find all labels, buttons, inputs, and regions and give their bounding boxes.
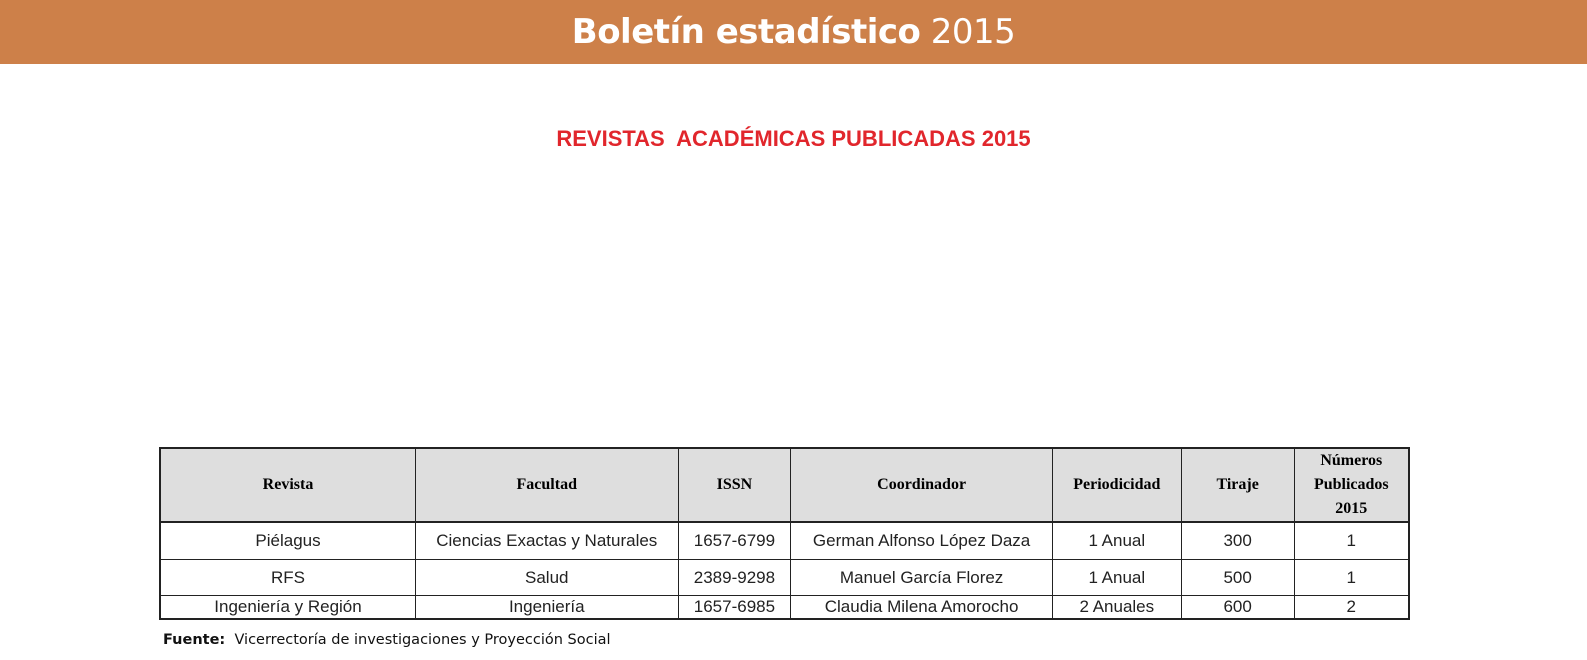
column-header-numeros-line3: 2015 bbox=[1335, 500, 1368, 517]
table-row bbox=[160, 560, 1409, 596]
bulletin-title-year: 2015 bbox=[930, 12, 1016, 52]
cell-revista: Piélagus bbox=[160, 522, 416, 560]
column-header-issn: ISSN bbox=[678, 448, 791, 522]
cell-revista: Ingeniería y Región bbox=[160, 596, 416, 620]
cell-coordinador: German Alfonso López Daza bbox=[791, 522, 1053, 560]
cell-coordinador: Claudia Milena Amorocho bbox=[791, 596, 1053, 620]
column-header-coordinador: Coordinador bbox=[791, 448, 1053, 522]
cell-revista: RFS bbox=[160, 560, 416, 596]
cell-issn: 1657-6799 bbox=[678, 522, 791, 560]
cell-periodicidad: 1 Anual bbox=[1052, 522, 1181, 560]
source-note bbox=[163, 632, 611, 648]
column-header-tiraje: Tiraje bbox=[1181, 448, 1294, 522]
cell-numeros: 1 bbox=[1294, 560, 1409, 596]
column-header-facultad: Facultad bbox=[416, 448, 679, 522]
cell-issn: 2389-9298 bbox=[678, 560, 791, 596]
table-row bbox=[160, 522, 1409, 560]
column-header-numeros-line2: Publicados bbox=[1313, 476, 1389, 493]
cell-facultad: Ingeniería bbox=[416, 596, 679, 620]
cell-coordinador: Manuel García Florez bbox=[791, 560, 1053, 596]
bulletin-title bbox=[0, 0, 1587, 64]
cell-facultad: Salud bbox=[416, 560, 679, 596]
journals-table bbox=[159, 447, 1410, 620]
cell-periodicidad: 2 Anuales bbox=[1052, 596, 1181, 620]
cell-numeros: 1 bbox=[1294, 522, 1409, 560]
source-label: Fuente: bbox=[163, 632, 226, 648]
cell-numeros: 2 bbox=[1294, 596, 1409, 620]
column-header-numeros-line1: Números bbox=[1320, 452, 1383, 469]
cell-facultad: Ciencias Exactas y Naturales bbox=[416, 522, 679, 560]
page-heading: REVISTAS ACADÉMICAS PUBLICADAS 2015 bbox=[556, 126, 1031, 151]
column-header-numeros-publicados bbox=[1294, 448, 1409, 522]
bulletin-title-word: Boletín estadístico bbox=[571, 12, 921, 52]
cell-periodicidad: 1 Anual bbox=[1052, 560, 1181, 596]
cell-issn: 1657-6985 bbox=[678, 596, 791, 620]
cell-tiraje: 500 bbox=[1181, 560, 1294, 596]
table-row bbox=[160, 596, 1409, 620]
cell-tiraje: 300 bbox=[1181, 522, 1294, 560]
cell-tiraje: 600 bbox=[1181, 596, 1294, 620]
source-text: Vicerrectoría de investigaciones y Proyección Social bbox=[234, 632, 611, 648]
table-header-row bbox=[160, 448, 1409, 522]
column-header-periodicidad: Periodicidad bbox=[1052, 448, 1181, 522]
column-header-revista: Revista bbox=[160, 448, 416, 522]
